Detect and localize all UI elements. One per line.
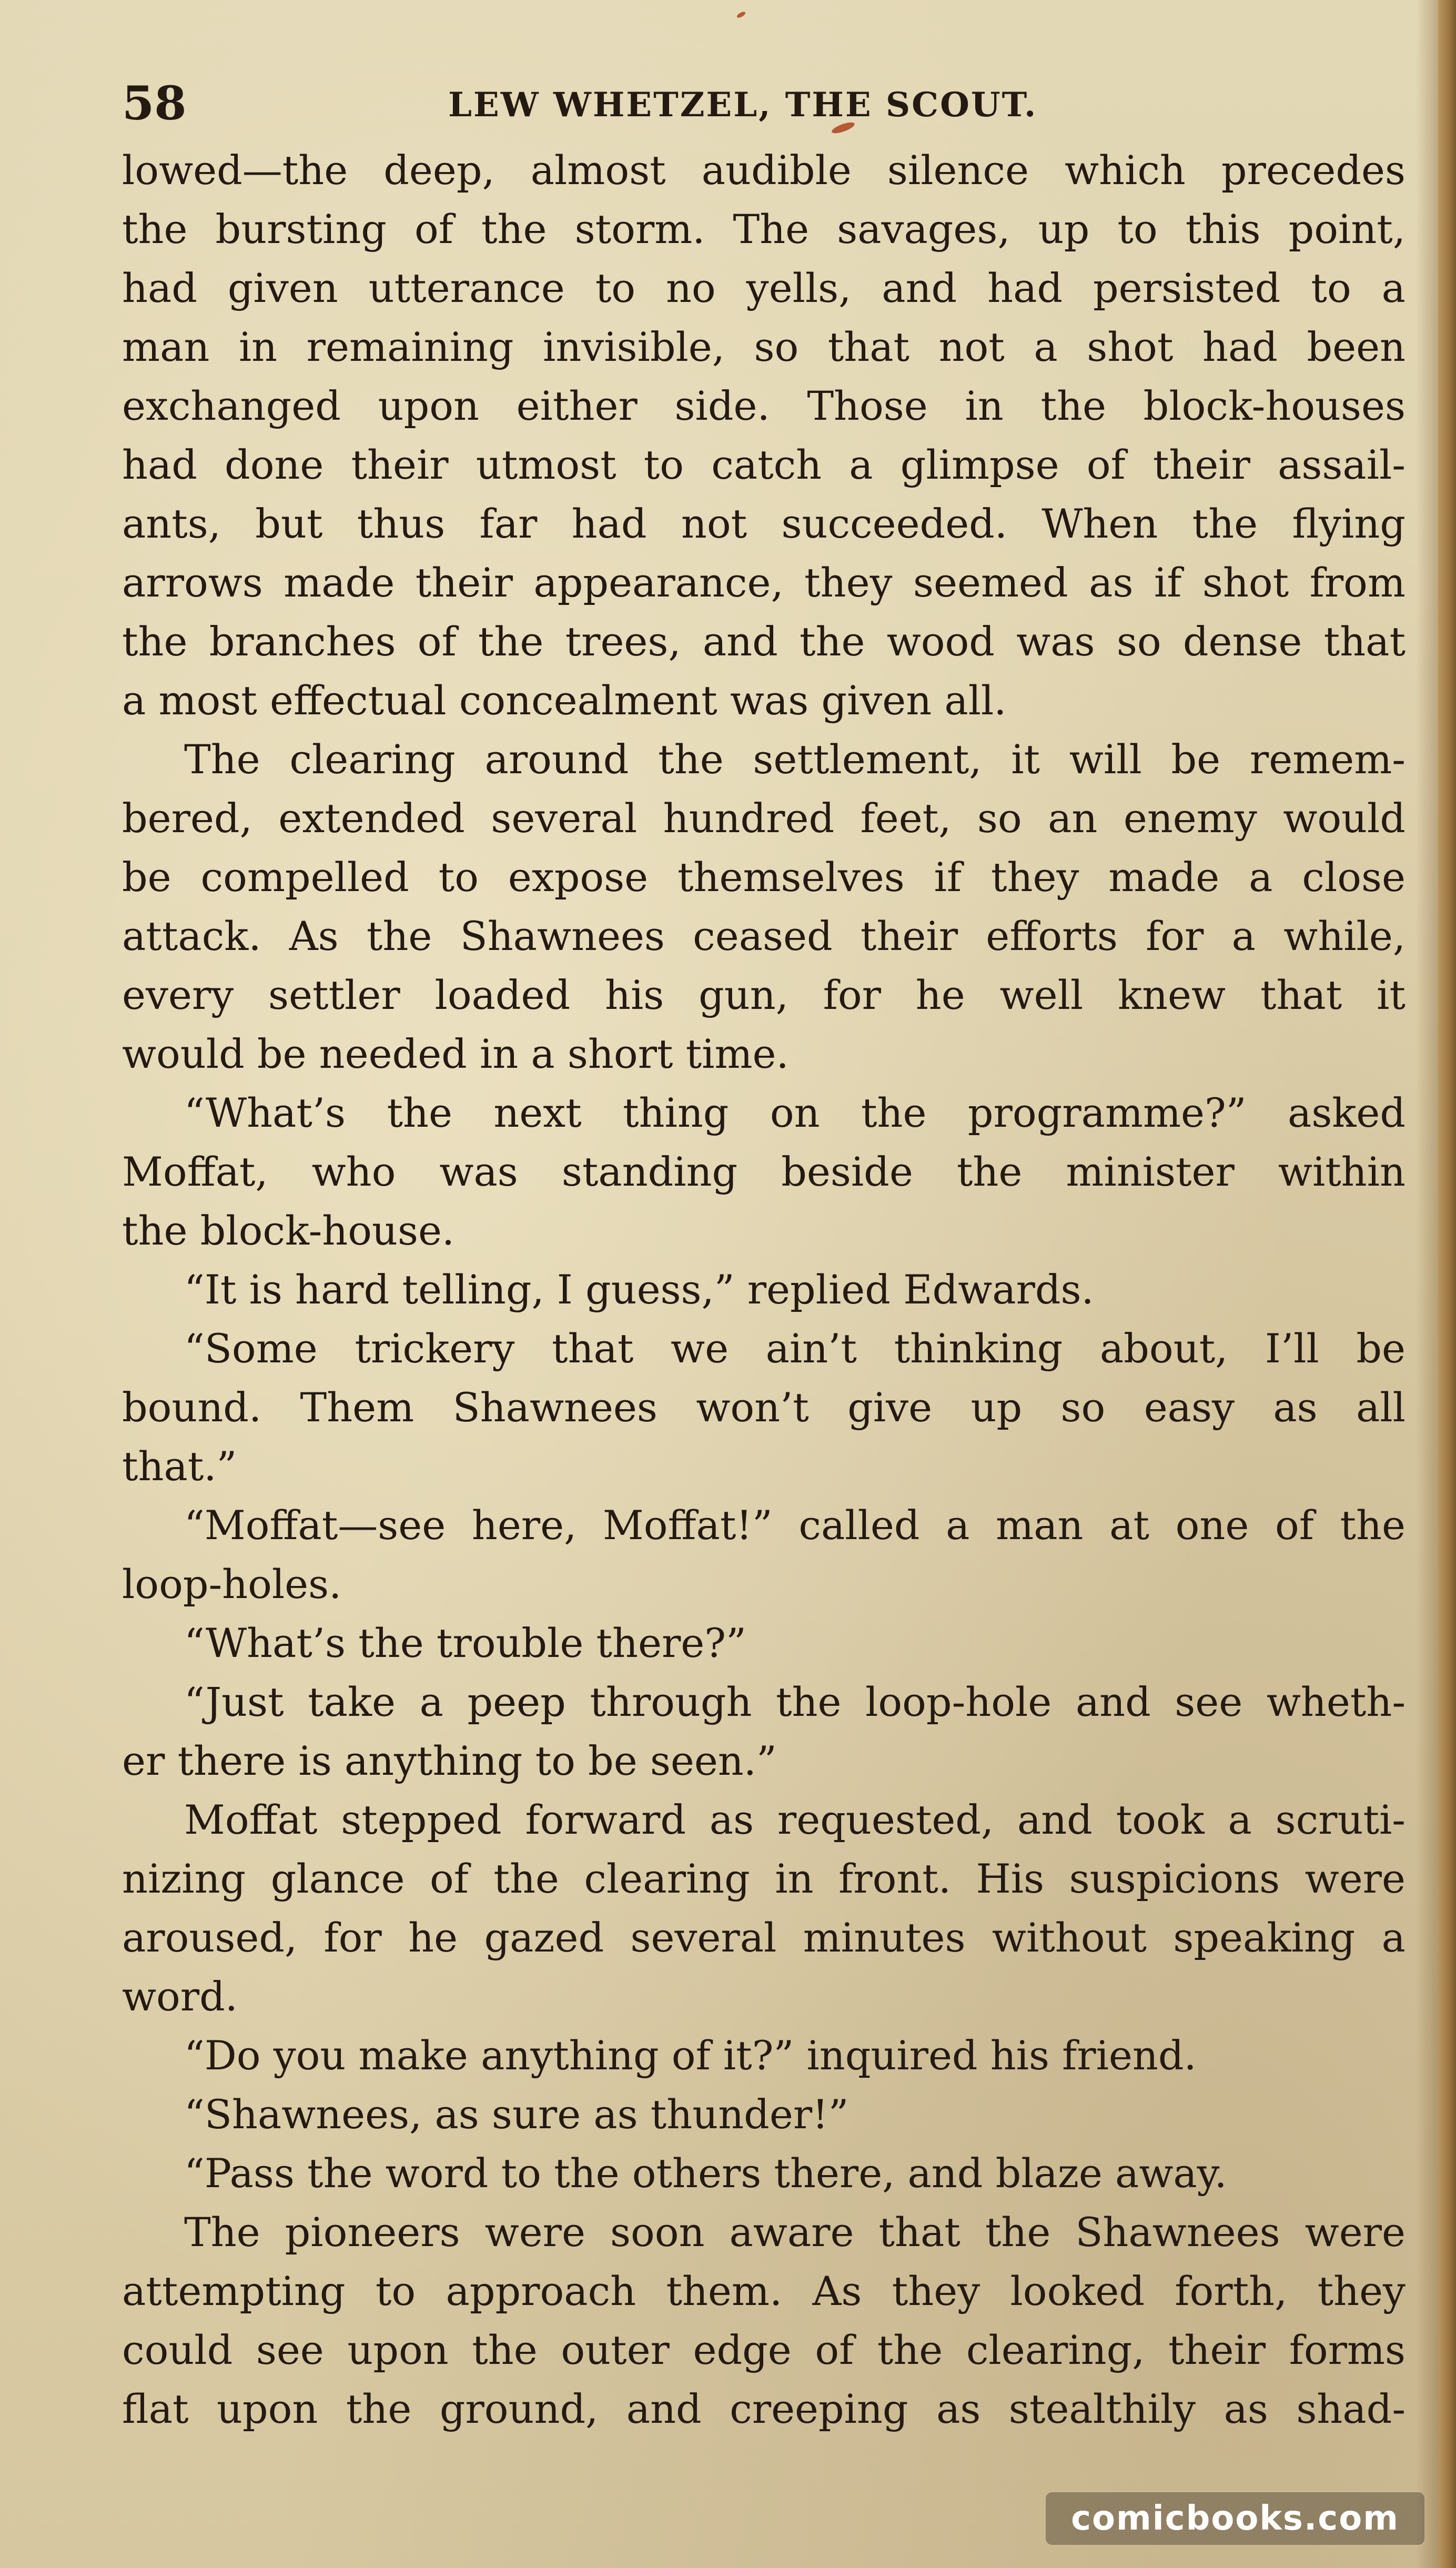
text-line: “Do you make anything of it?” inquired his friend. [184, 2032, 1197, 2079]
text-line: aroused, for he gazed several minutes without speaking a [122, 1914, 1406, 1961]
text-line: bered, extended several hundred feet, so an enemy would [122, 795, 1406, 842]
text-line: loop-holes. [122, 1561, 342, 1607]
text-line: be compelled to expose themselves if they made a close [122, 854, 1406, 901]
text-line: The clearing around the settlement, it will be remem- [184, 736, 1406, 783]
text-line: Moffat, who was standing beside the minister within [122, 1148, 1406, 1195]
page-number: 58 [122, 76, 187, 130]
text-line: “What’s the trouble there?” [184, 1620, 746, 1666]
text-line: er there is anything to be seen.” [122, 1737, 777, 1784]
watermark-text: comicbooks.com [1071, 2499, 1399, 2538]
text-line: word. [122, 1973, 238, 2020]
text-line: “What’s the next thing on the programme?” asked [184, 1089, 1406, 1136]
text-line: “Pass the word to the others there, and blaze away. [184, 2150, 1227, 2197]
body-text [122, 141, 1406, 2439]
text-line: “Some trickery that we ain’t thinking about, I’ll be [184, 1325, 1406, 1372]
text-line: the block-house. [122, 1207, 455, 1254]
text-line: a most effectual concealment was given all. [122, 677, 1007, 724]
text-line: had done their utmost to catch a glimpse of their assail- [122, 441, 1406, 488]
running-title: LEW WHETZEL, THE SCOUT. [448, 85, 1038, 125]
watermark [1046, 2492, 1424, 2545]
text-line: “Just take a peep through the loop-hole and see wheth- [184, 1679, 1406, 1725]
text-line: had given utterance to no yells, and had persisted to a [122, 265, 1406, 311]
page-gutter-shadow [1416, 0, 1438, 2568]
text-line: attempting to approach them. As they looked forth, they [122, 2268, 1406, 2314]
text-line: the branches of the trees, and the wood was so dense that [122, 618, 1406, 665]
text-line: could see upon the outer edge of the clearing, their forms [122, 2327, 1406, 2373]
text-line: The pioneers were soon aware that the Shawnees were [184, 2209, 1406, 2256]
text-line: ants, but thus far had not succeeded. When the flying [122, 500, 1406, 547]
text-line: flat upon the ground, and creeping as stealthily as shad- [122, 2385, 1406, 2432]
text-line: Moffat stepped forward as requested, and took a scruti- [184, 1796, 1406, 1843]
text-line: man in remaining invisible, so that not a shot had been [122, 323, 1406, 370]
page-header [122, 78, 1397, 128]
book-spine-edge [1438, 0, 1456, 2568]
ink-mark [736, 11, 746, 19]
text-line: attack. As the Shawnees ceased their efforts for a while, [122, 913, 1406, 959]
text-line: would be needed in a short time. [122, 1030, 789, 1077]
text-line: arrows made their appearance, they seemed as if shot from [122, 559, 1406, 606]
text-line: lowed—the deep, almost audible silence which precedes [122, 147, 1406, 194]
text-line: the bursting of the storm. The savages, up to this point, [122, 206, 1406, 252]
text-line: that.” [122, 1443, 237, 1490]
text-line: nizing glance of the clearing in front. His suspicions were [122, 1855, 1406, 1902]
text-line: bound. Them Shawnees won’t give up so easy as all [122, 1384, 1406, 1431]
text-line: “It is hard telling, I guess,” replied Edwards. [184, 1266, 1094, 1313]
text-line: every settler loaded his gun, for he well knew that it [122, 972, 1406, 1018]
text-line: exchanged upon either side. Those in the block-houses [122, 382, 1406, 429]
text-line: “Shawnees, as sure as thunder!” [184, 2091, 849, 2138]
text-line: “Moffat—see here, Moffat!” called a man at one of the [184, 1502, 1406, 1549]
